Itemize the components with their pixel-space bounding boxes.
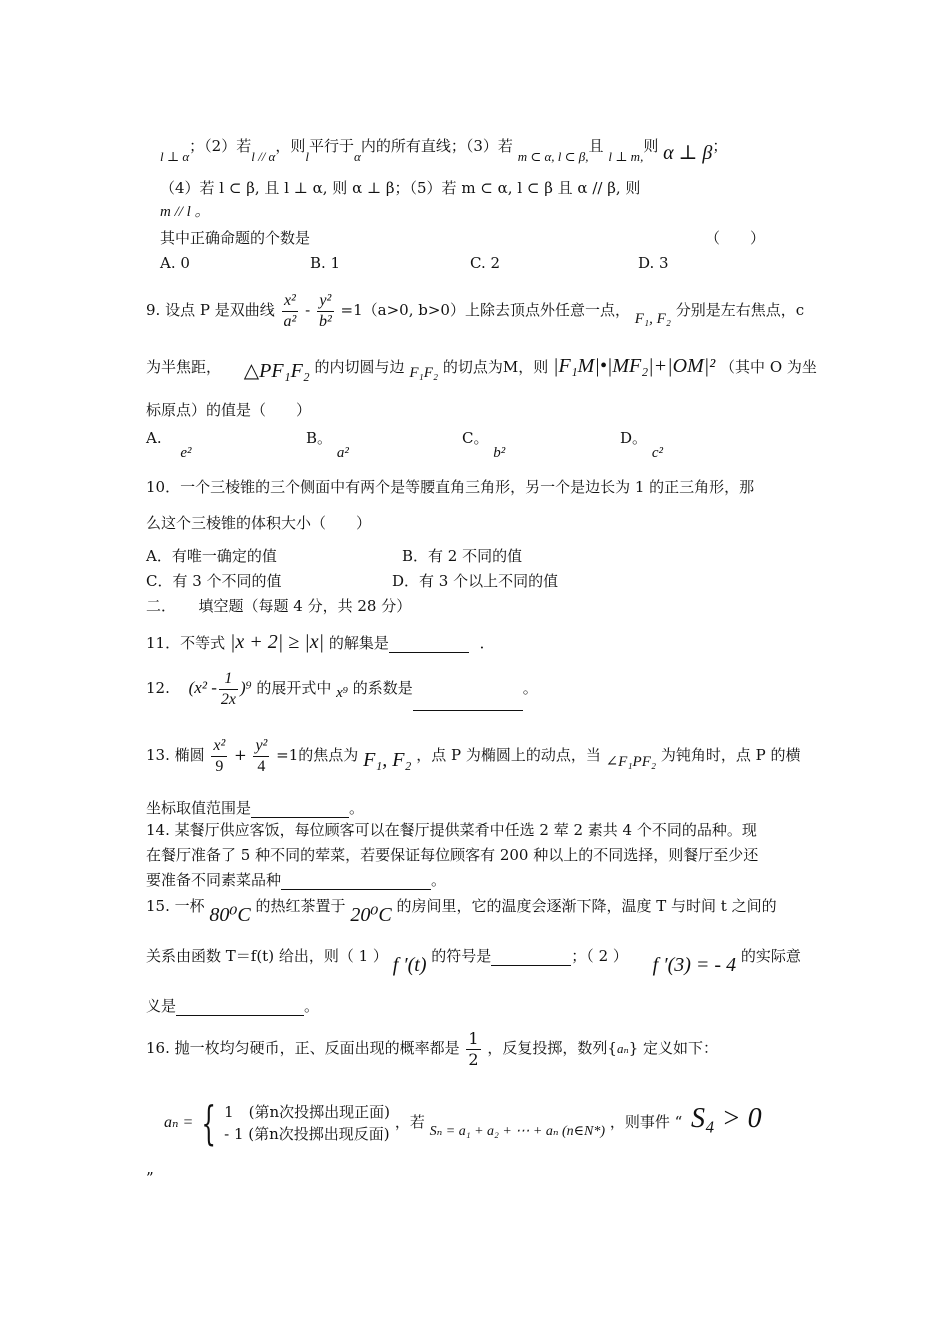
q16-piecewise: 1 (第n次投掷出现正面) - 1 (第n次投掷出现反面) xyxy=(224,1103,391,1143)
q15-line3: 义是 。 xyxy=(146,997,320,1015)
q13-frac-y: $\frac{\text{y²}}{4}$ xyxy=(255,736,268,775)
q9-option-b: B。 a² xyxy=(306,429,349,461)
q14-line3: 要准备不同素菜品种 。 xyxy=(146,871,447,889)
q13-line2: 坐标取值范围是 。 xyxy=(146,799,365,817)
q9-option-d: D。 c² xyxy=(620,429,663,461)
q10-option-c: C．有 3 个不同的值 xyxy=(146,572,282,590)
q8-cond1: l ⊥ α xyxy=(160,149,190,164)
q8-answer-paren: （ ） xyxy=(705,229,766,247)
q11-answer-blank[interactable] xyxy=(389,636,469,653)
q9-line3: 标原点）的值是（ ） xyxy=(146,401,312,419)
q11-line: 11．不等式 |x + 2| ≥ |x| 的解集是 ． xyxy=(146,631,495,653)
q8-line1: l ⊥ α；（2）若l // α，则l平行于α内的所有直线；（3）若 m ⊂ α, l ⊂ β,且 l ⊥ m,则 α ⊥ β； xyxy=(160,137,728,164)
q9-option-a: A. e² xyxy=(146,429,192,461)
q16-close-quote: ” xyxy=(146,1169,154,1187)
q8-option-a: A. 0 xyxy=(160,254,190,272)
q16-left-brace: { xyxy=(201,1096,217,1150)
section-fill-in-heading: 二． 填空题（每题 4 分，共 28 分） xyxy=(146,597,412,615)
q10-option-a: A．有唯一确定的值 xyxy=(146,547,277,565)
q14-line1: 14. 某餐厅供应客饭，每位顾客可以在餐厅提供菜肴中任选 2 荤 2 素共 4 个不同的品种。现 xyxy=(146,821,757,839)
q10-line1: 10．一个三棱锥的三个侧面中有两个是等腰直角三角形，另一个是边长为 1 的正三角形，那 xyxy=(146,478,755,496)
q9-line1: 9. 设点 P 是双曲线 $\frac{\text{x²}}{\text{a²}}$ - $\frac{\text{y²}}{\text{b²}}$ =1（a>0, b>0）上除去顶点外任意一点， F₁, F₂ 分别是左右焦点，c xyxy=(146,291,805,330)
q10-option-d: D．有 3 个以上不同的值 xyxy=(392,572,559,590)
q12-answer-blank[interactable] xyxy=(413,694,523,711)
q8-option-c: C. 2 xyxy=(470,254,501,272)
q12-fraction: $\frac{1}{2x}$ xyxy=(220,669,236,708)
q15-answer-blank-2[interactable] xyxy=(176,999,304,1016)
q13-answer-blank[interactable] xyxy=(251,801,349,818)
q8-alpha-perp-beta: α ⊥ β xyxy=(663,142,713,164)
q10-line2: 么这个三棱锥的体积大小（ ） xyxy=(146,514,372,532)
q15-line2: 关系由函数 T＝f(t) 给出，则（ 1 ） f ′(t) 的符号是 ；（ 2 ） f ′(3) = - 4 的实际意 xyxy=(146,947,801,976)
q15-line1: 15. 一杯 80⁰C 的热红茶置于 20⁰C 的房间里，它的温度会逐渐下降，温度 T 与时间 t 之间的 xyxy=(146,897,777,926)
q8-line2: （4）若 l ⊂ β, 且 l ⊥ α, 则 α ⊥ β；（5）若 m ⊂ α, l ⊂ β 且 α // β, 则 xyxy=(160,179,641,197)
q14-line2: 在餐厅准备了 5 种不同的荤菜，若要保证每位顾客有 200 种以上的不同选择，则餐厅至少还 xyxy=(146,846,759,864)
q11-inequality: |x + 2| ≥ |x| xyxy=(229,631,325,653)
q9-expression: |F₁M|•|MF₂|+|OM|² xyxy=(553,355,716,377)
q8-line3: m // l 。 xyxy=(160,204,210,220)
q16-line1: 16. 抛一枚均匀硬币，正、反面出现的概率都是 $\frac{1}{2}$ ，反复投掷，数列{aₙ} 定义如下： xyxy=(146,1028,719,1069)
q15-answer-blank-1[interactable] xyxy=(491,949,571,966)
q9-frac-y: $\frac{\text{y²}}{\text{b²}}$ xyxy=(318,291,332,330)
q8-option-b: B. 1 xyxy=(310,254,341,272)
q8-line4: 其中正确命题的个数是 xyxy=(160,229,311,247)
q9-option-c: C。 b² xyxy=(462,429,506,461)
q13-line1: 13. 椭圆 $\frac{\text{x²}}{9}$ + $\frac{\text{y²}}{4}$ =1的焦点为 F₁, F₂ ，点 P 为椭圆上的动点，当 ∠F₁PF₂ 为钝角时，点 P 的横 xyxy=(146,736,801,775)
q16-line2: aₙ = { 1 (第n次投掷出现正面) - 1 (第n次投掷出现反面) ，若 Sₙ = a₁ + a₂ + ⋯ + aₙ (n∈N*) ，则事件 “ S₄ > 0 xyxy=(164,1096,762,1150)
q9-line2: 为半焦距， △PF₁F₂ 的内切圆与边 F₁F₂ 的切点为M，则 |F₁M|•|MF₂|+|OM|² （其中 O 为坐 xyxy=(146,355,817,382)
q14-answer-blank[interactable] xyxy=(281,873,431,890)
q10-option-b: B．有 2 不同的值 xyxy=(402,547,523,565)
q9-frac-x: $\frac{\text{x²}}{\text{a²}}$ xyxy=(283,291,297,330)
q13-frac-x: $\frac{\text{x²}}{9}$ xyxy=(213,736,226,775)
q16-event: S₄ > 0 xyxy=(691,1103,762,1134)
q12-line: 12. (x² - $\frac{1}{2x}$ )⁹ 的展开式中 x⁹ 的系数是 。 xyxy=(146,666,538,711)
q8-option-d: D. 3 xyxy=(638,254,669,272)
q16-half-fraction: $\frac{1}{2}$ xyxy=(468,1028,479,1069)
